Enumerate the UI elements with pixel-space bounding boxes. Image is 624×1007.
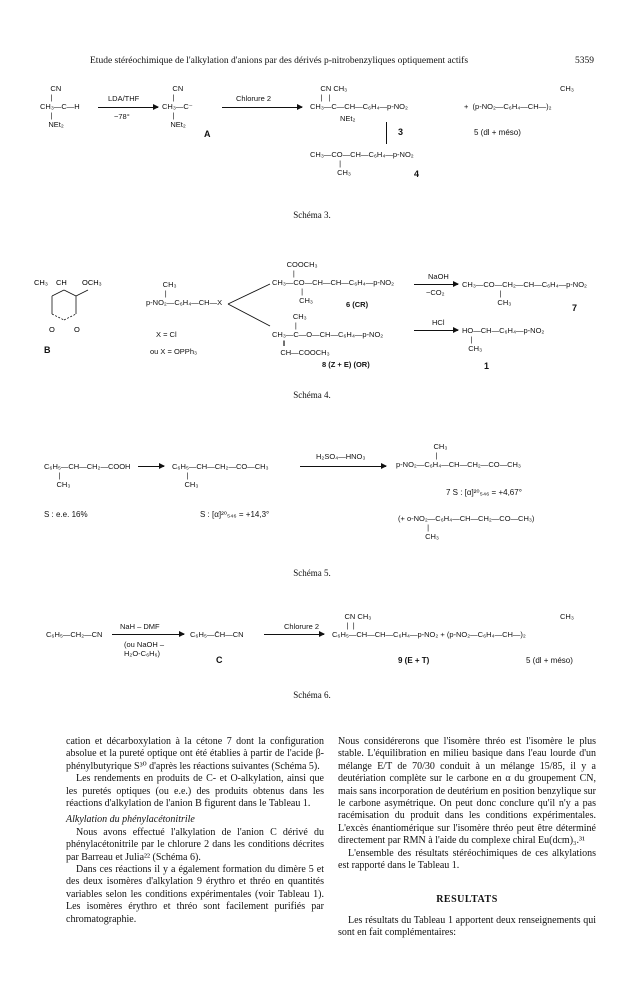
- scheme4-chloride: CH₃ | p-NO₂—C₆H₄—CH—X: [146, 280, 223, 307]
- header-title: Etude stéréochimique de l'alkylation d'anions par des dérivés p-nitrobenzyliques optiquement actifs: [90, 56, 469, 66]
- scheme5-acid: C₆H₅—CH—CH₂—COOH | CH₃: [44, 462, 131, 489]
- scheme3-label-A: A: [204, 129, 211, 139]
- scheme5-ee-left: S : e.e. 16%: [44, 510, 88, 519]
- scheme5-caption: Schéma 5.: [293, 568, 331, 578]
- scheme4-lower-result: HO—CH—C₆H₄—p-NO₂ | CH₃: [462, 326, 545, 353]
- scheme6-reagent1: NaH – DMF: [120, 622, 160, 631]
- scheme6-reagent1b: (ou NaOH – H₂O-C₆H₆): [124, 640, 165, 658]
- scheme5-arrow1: [138, 466, 164, 467]
- scheme4-arrow-naoh: [414, 284, 458, 285]
- svg-text:OCH₃: OCH₃: [82, 278, 102, 287]
- paragraph: Les résultats du Tableau 1 apportent deux renseignements qui sont en fait complémentaires:: [338, 914, 596, 939]
- scheme4-label-B: B: [44, 345, 51, 355]
- scheme5-arrow2: [300, 466, 386, 467]
- scheme4-label-7: 7: [572, 303, 578, 313]
- scheme3-reagent1: LDA/THF: [108, 94, 140, 103]
- scheme3-arrow2: [222, 107, 302, 108]
- scheme6-product: CN CH₃ | | C₆H₅—CH—CH—C₆H₄—p-NO₂ + (p-NO₂—C₆H₄—CH—)₂: [332, 612, 526, 639]
- scheme3-temp1: −78°: [114, 112, 130, 121]
- scheme6-dimer-ch3: CH₃: [560, 612, 574, 621]
- svg-text:CH: CH: [56, 278, 67, 287]
- scheme3-label-5: 5 (dl + méso): [474, 128, 521, 137]
- scheme4-upper-product: COOCH₃ | CH₃—CO—CH—CH—C₆H₄—p-NO₂ | CH₃: [272, 260, 395, 305]
- scheme5-rotation-mid: S : [α]²⁰₅₄₆ = +14,3°: [200, 510, 270, 519]
- svg-text:O: O: [49, 325, 55, 334]
- svg-text:O: O: [74, 325, 80, 334]
- scheme3-dimer-ch3: CH₃: [560, 84, 574, 93]
- scheme3-start: CN | CH₃—C—H | NEt₂: [40, 84, 80, 129]
- paragraph: Nous avons effectué l'alkylation de l'anion C dérivé du phénylacétonitrile par le chlorure 2 dans les conditions décrites par Barreau et Julia²² (Schéma 6).: [66, 826, 324, 863]
- scheme5-ketone: C₆H₅—CH—CH₂—CO—CH₃ | CH₃: [172, 462, 269, 489]
- scheme3-product3: CN CH₃ | | CH₃—C—CH—C₆H₄—p-NO₂: [310, 84, 408, 111]
- scheme6-label-9: 9 (E + T): [398, 656, 430, 665]
- scheme3-product3-amine: NEt₂: [340, 114, 356, 123]
- section-heading-resultats: RESULTATS: [436, 894, 498, 906]
- paragraph: L'ensemble des résultats stéréochimiques de ces alkylations est rapporté dans le Tableau 1.: [338, 847, 596, 872]
- scheme6-label-5: 5 (dl + méso): [526, 656, 573, 665]
- paragraph: Dans ces réactions il y a également formation du dimère 5 et des deux isomères d'alkylation 9 érythro et thréo en quantités variables selon les conditions expérimentales (voir Tableau 1). Les isomères érythro et thréo sont facilement purifiés par chromatographie.: [66, 864, 324, 925]
- scheme4-x-opph: ou X = OPPh₃: [150, 347, 198, 356]
- scheme4-caption: Schéma 4.: [293, 390, 331, 400]
- scheme4-upper-result: CH₃—CO—CH₂—CH—C₆H₄—p-NO₂ | CH₃: [462, 280, 587, 307]
- scheme4-branch-arrows: [226, 280, 272, 330]
- paragraph: Les rendements en produits de C- et O-alkylation, ainsi que les puretés optiques (ou e.e.) des produits obtenus dans les réactions d'alkylation de l'anion B figurent dans le Tableau 1.: [66, 773, 324, 810]
- scheme3-down-arrow: [386, 122, 387, 144]
- scheme3-label-3: 3: [398, 127, 404, 137]
- scheme4-hcl: HCl: [432, 318, 445, 327]
- scheme4-x-cl: X = Cl: [156, 330, 177, 339]
- scheme3-label-4: 4: [414, 169, 420, 179]
- scheme4-lower-product: CH₃ | CH₃—C—O—CH—C₆H₄—p-NO₂ ‖ CH—COOCH₃: [272, 312, 384, 357]
- body-text: [66, 736, 596, 940]
- left-column: [66, 736, 324, 940]
- paragraph: Nous considérerons que l'isomère thréo est l'isomère le plus stable. L'équilibration en milieu basique dans l'eau lourde d'un mélange E/T de 70/30 conduit à un mélange 15/85, il y a deutériation complète sur le carbone en α du groupement CN, mais sans incorporation de deutérium en position benzylique sur le carbone asymétrique. On peut donc conclure qu'il n'y a pas racémisation du produit dans les conditions expérimentales. L'excès énantiomérique sur l'isomère thréo peut être déterminé directement par RMN à l'aide du complexe chiral Eu(dcm)₃.³¹: [338, 736, 596, 847]
- scheme4-label-6: 6 (CR): [346, 300, 369, 309]
- scheme6-arrow1: [112, 634, 184, 635]
- scheme5-reagent: H₂SO₄—HNO₃: [316, 452, 366, 461]
- right-column: [338, 736, 596, 940]
- scheme4-naoh: NaOH: [428, 272, 449, 281]
- scheme3-arrow1: [98, 107, 158, 108]
- scheme6-reagent2: Chlorure 2: [284, 622, 320, 631]
- scheme3-reagent2: Chlorure 2: [236, 94, 272, 103]
- section-heading: Alkylation du phénylacétonitrile: [66, 814, 195, 826]
- running-header: [90, 56, 594, 66]
- scheme3-product4: CH₃—CO—CH—C₆H₄—p-NO₂ | CH₃: [310, 150, 414, 177]
- scheme3-anion: CN | CH₃—C⁻ | NEt₂: [162, 84, 193, 129]
- scheme5-ortho-product: (+ o-NO₂—C₆H₄—CH—CH₂—CO—CH₃) | CH₃: [398, 514, 535, 541]
- scheme5-nitro-product: CH₃ | p-NO₂—C₆H₄—CH—CH₂—CO—CH₃: [396, 442, 521, 469]
- scheme6-caption: Schéma 6.: [293, 690, 331, 700]
- scheme6-start: C₆H₅—CH₂—CN: [46, 630, 103, 639]
- scheme4-arrow-hcl: [414, 330, 458, 331]
- page-number: 5359: [575, 56, 594, 66]
- scheme3-caption: Schéma 3.: [293, 210, 331, 220]
- scheme6-anion: C₆H₅—C̄H—CN: [190, 630, 244, 639]
- scheme4-label-1: 1: [484, 361, 490, 371]
- scheme4-minus-co2: −CO₂: [426, 288, 445, 297]
- svg-text:CH₃: CH₃: [34, 278, 48, 287]
- scheme6-label-C: C: [216, 655, 223, 665]
- paragraph: cation et décarboxylation à la cétone 7 dont la configuration absolue et la pureté optique ont été établies à partir de l'acide β-phénylbutyrique S³⁰ d'après les réactions suivantes (Schéma 5).: [66, 736, 324, 772]
- scheme4-structure-B: [34, 276, 118, 338]
- scheme4-label-8: 8 (Z + E) (OR): [322, 360, 370, 369]
- scheme6-arrow2: [264, 634, 324, 635]
- scheme5-rotation-right: 7 S : [α]²⁰₅₄₆ = +4,67°: [446, 488, 522, 497]
- scheme3-dimer: + (p-NO₂—C₆H₄—CH—)₂: [464, 102, 552, 111]
